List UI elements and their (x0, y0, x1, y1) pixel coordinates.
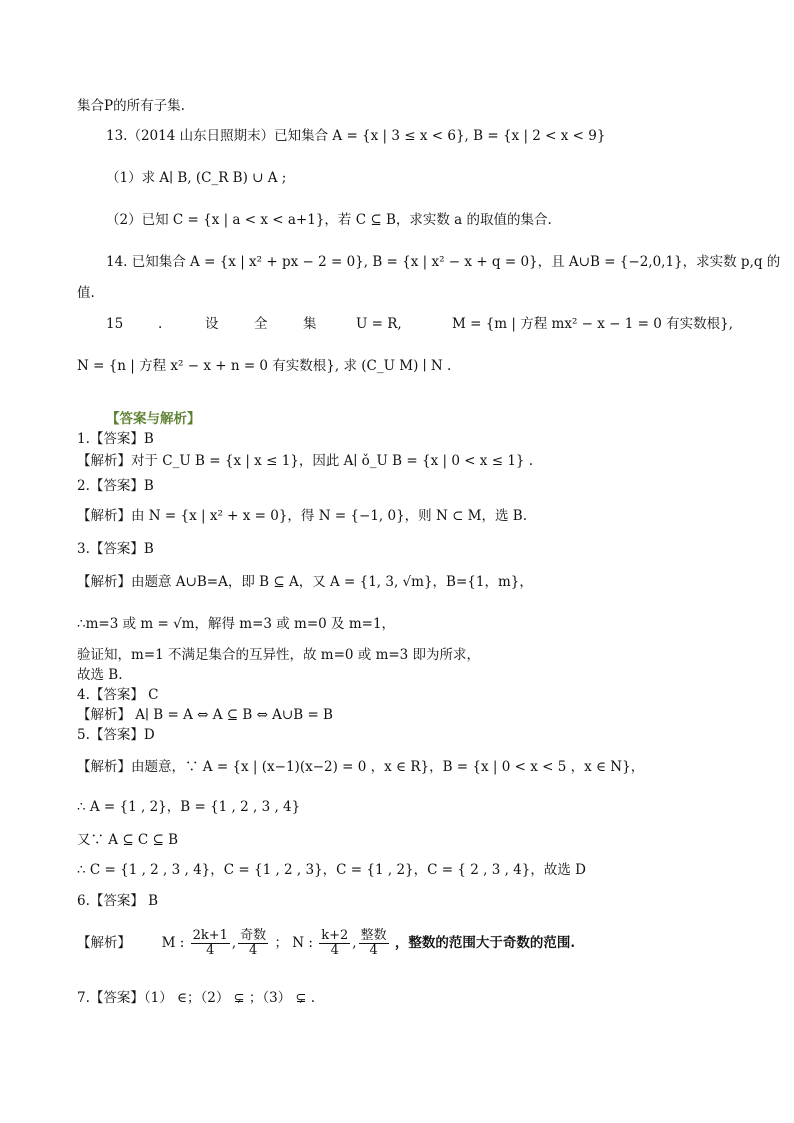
answer-7 (77, 988, 315, 1008)
question-15-universe: U = R, (356, 316, 402, 332)
answer-4: 4.【答案】 C (77, 687, 159, 703)
question-15-dot: . (158, 316, 163, 332)
explanation-6-n: ； N : (274, 935, 313, 951)
explanation-5c: 又∵ A ⊆ C ⊆ B (77, 832, 179, 848)
explanation-5b: ∴ A = {1 , 2}，B = {1 , 2 , 3 , 4} (77, 799, 301, 815)
question-13: 13.（2014 山东日照期末）已知集合 A = {x | 3 ≤ x < 6}, B = {x | 2 < x < 9} (106, 128, 606, 144)
question-15-word-2: 全 (254, 316, 268, 332)
explanation-6-tail: ，整数的范围大于奇数的范围. (394, 935, 576, 951)
explanation-6: 【解析】 M : $\frac{2k+1}{4}$ , $\frac{\text{奇数}}{4}$ ； N : $\frac{k+2}{4}$ , $\frac{\text{整数}}{4}$ ，整数的范围大于奇数的范围. (77, 928, 576, 958)
question-12-tail: 集合P的所有子集. (77, 98, 185, 114)
question-15-number: 15 (106, 316, 124, 332)
question-13-part-1: （1）求 A∣ B, (C_R B) ∪ A ; (106, 170, 287, 186)
subset-not-equal-symbol-2: ⊊ (295, 990, 307, 1006)
answer-7-middle: ；（3） (248, 990, 292, 1006)
answer-2: 2.【答案】B (77, 478, 154, 494)
explanation-1: 【解析】对于 C_U B = {x | x ≤ 1}，因此 A∣ ǒ_U B = {x | 0 < x ≤ 1} . (77, 453, 534, 469)
question-15-set-n: N = {n | 方程 x² − x + n = 0 有实数根}, 求 (C_U M) ∣ N . (77, 358, 452, 374)
explanation-6-m: M : (161, 935, 185, 951)
explanation-4: 【解析】 A∣ B = A ⇔ A ⊆ B ⇔ A∪B = B (77, 707, 333, 723)
subset-not-equal-symbol-1: ⊊ (233, 990, 245, 1006)
explanation-5: 【解析】由题意，∵ A = {x | (x−1)(x−2) = 0 ，x ∈ R}，B = {x | 0 < x < 5 ，x ∈ N}， (77, 759, 645, 775)
explanation-5d: ∴ C = {1 , 2 , 3 , 4}，C = {1 , 2 , 3}，C = {1 , 2}，C = { 2 , 3 , 4}，故选 D (77, 862, 586, 878)
question-15-word-3: 集 (303, 316, 317, 332)
question-15-word-1: 设 (205, 316, 219, 332)
explanation-3d: 故选 B. (77, 667, 123, 683)
explanation-3b: ∴m=3 或 m = √m，解得 m=3 或 m=0 及 m=1， (77, 616, 396, 632)
answer-3: 3.【答案】B (77, 541, 154, 557)
answer-1: 1.【答案】B (77, 431, 154, 447)
explanation-6-label: 【解析】 (77, 935, 131, 951)
fraction-odd: $\frac{\text{奇数}}{4}$ (240, 928, 267, 958)
question-13-part-2: （2）已知 C = {x | a < x < a+1}，若 C ⊆ B，求实数 a 的取值的集合. (106, 212, 552, 228)
answer-6: 6.【答案】 B (77, 893, 159, 909)
question-14-tail: 值. (77, 285, 95, 301)
question-15-set-m: M = {m | 方程 mx² − x − 1 = 0 有实数根}, (452, 316, 734, 332)
explanation-3c: 验证知，m=1 不满足集合的互异性，故 m=0 或 m=3 即为所求， (77, 647, 481, 663)
fraction-2k-plus-1: $\frac{2k+1}{4}$ (192, 928, 228, 958)
answer-5: 5.【答案】D (77, 727, 155, 743)
fraction-k-plus-2: $\frac{k+2}{4}$ (321, 928, 349, 958)
explanation-2: 【解析】由 N = {x | x² + x = 0}，得 N = {−1, 0}，则 N ⊂ M，选 B. (77, 508, 528, 524)
explanation-3: 【解析】由题意 A∪B=A，即 B ⊆ A，又 A = {1, 3, √m}，B={1，m}， (77, 574, 533, 590)
question-14: 14. 已知集合 A = {x | x² + px − 2 = 0}, B = {x | x² − x + q = 0}，且 A∪B = {−2,0,1}，求实数 p,q 的 (106, 254, 781, 270)
answers-header: 【答案与解析】 (106, 411, 201, 427)
answer-7-end: . (310, 990, 315, 1006)
fraction-integer: $\frac{\text{整数}}{4}$ (360, 928, 387, 958)
answer-7-prefix: 7.【答案】（1） ∈；（2） (77, 990, 230, 1006)
